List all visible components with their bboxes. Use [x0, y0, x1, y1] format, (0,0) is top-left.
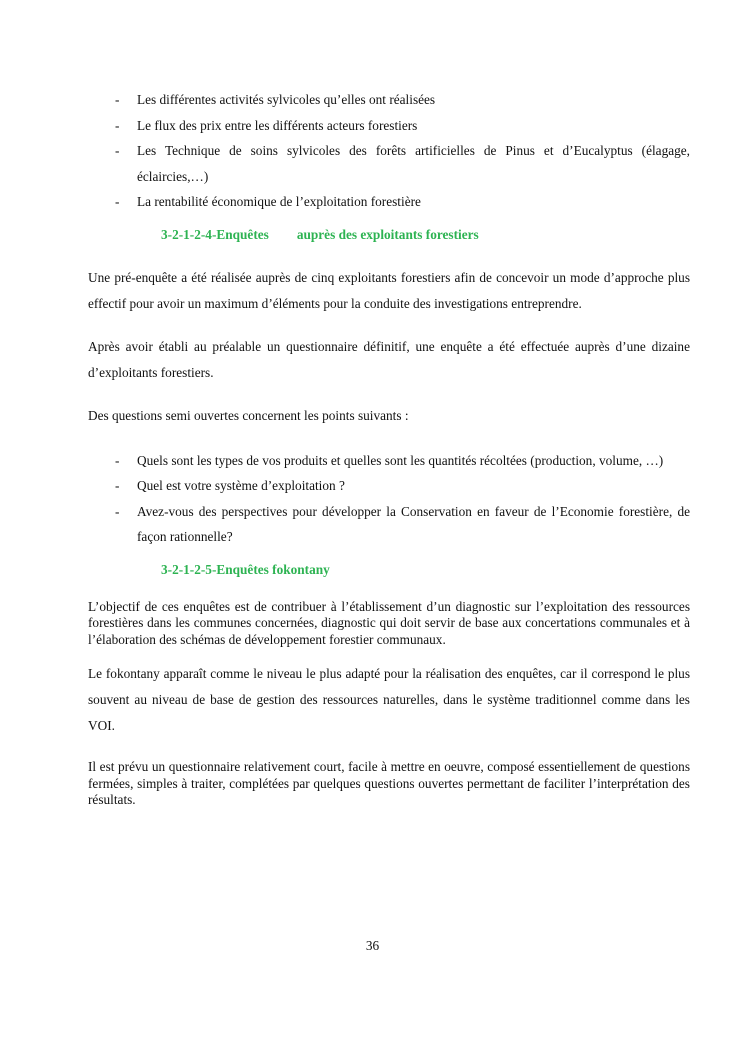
paragraph-pre-enquete: Une pré-enquête a été réalisée auprès de cinq exploitants forestiers afin de concevoir un mode d’approche plus effectif pour avoir un maximum d’éléments pour la conduite des investigations entreprendre. [88, 269, 690, 311]
list-item [88, 473, 690, 499]
list-item-text: La rentabilité économique de l’exploitation forestière [137, 194, 421, 209]
bullet-dash: - [115, 194, 120, 209]
section-title: 3-2-1-2-5-Enquêtes fokontany [161, 561, 330, 577]
list-item [88, 189, 690, 215]
questions-list [88, 448, 690, 550]
activities-list [88, 87, 690, 215]
list-item [88, 87, 690, 113]
paragraph-objectif: L’objectif de ces enquêtes est de contribuer à l’établissement d’un diagnostic sur l’exploitation des ressources forestières dans les communes concernées, diagnostic qui doit servir de base aux concertations communales et à l’élaboration des schémas de développement forestier communaux. [88, 598, 690, 647]
list-item-text: Avez-vous des perspectives pour développer la Conservation en faveur de l’Economie forestière, de façon rationnelle? [137, 503, 690, 544]
page-number: 36 [365, 938, 380, 953]
paragraph-questions-intro: Des questions semi ouvertes concernent les points suivants : [88, 407, 409, 423]
section-heading-fokontany [161, 560, 690, 580]
list-item-text: Les Technique de soins sylvicoles des forêts artificielles de Pinus et d’Eucalyptus (élagage, éclaircies,…) [137, 143, 690, 184]
bullet-dash: - [115, 143, 120, 158]
list-item-text: Quel est votre système d’exploitation ? [137, 478, 345, 493]
document-page [88, 87, 690, 809]
list-item [88, 499, 690, 550]
list-item-text: Le flux des prix entre les différents acteurs forestiers [137, 117, 418, 133]
bullet-dash: - [115, 92, 120, 107]
bullet-dash: - [115, 117, 120, 133]
list-item-text: Les différentes activités sylvicoles qu’elles ont réalisées [137, 92, 436, 107]
list-item [88, 113, 690, 139]
paragraph-questionnaire: Il est prévu un questionnaire relativement court, facile à mettre en oeuvre, composé essentiellement de questions fermées, simples à traiter, complétées par quelques questions ouvertes permettant de faciliter l’interprétation des résultats. [88, 759, 690, 807]
section-title: auprès des exploitants forestiers [296, 226, 479, 242]
bullet-dash: - [115, 478, 120, 493]
section-number: 3-2-1-2-4-Enquêtes [161, 226, 269, 242]
list-item [88, 448, 690, 474]
list-item-text: Quels sont les types de vos produits et quelles sont les quantités récoltées (production, volume, …) [137, 452, 664, 468]
list-item [88, 138, 690, 189]
section-heading-exploitants [161, 225, 690, 245]
bullet-dash: - [115, 452, 120, 468]
bullet-dash: - [115, 503, 120, 519]
paragraph-fokontany: Le fokontany apparaît comme le niveau le plus adapté pour la réalisation des enquêtes, car il correspond le plus souvent au niveau de base de gestion des ressources naturelles, dans le système traditionnel comme dans les VOI. [88, 666, 690, 733]
paragraph-enquete: Après avoir établi au préalable un questionnaire définitif, une enquête a été effectuée auprès d’une dizaine d’exploitants forestiers. [88, 338, 690, 380]
